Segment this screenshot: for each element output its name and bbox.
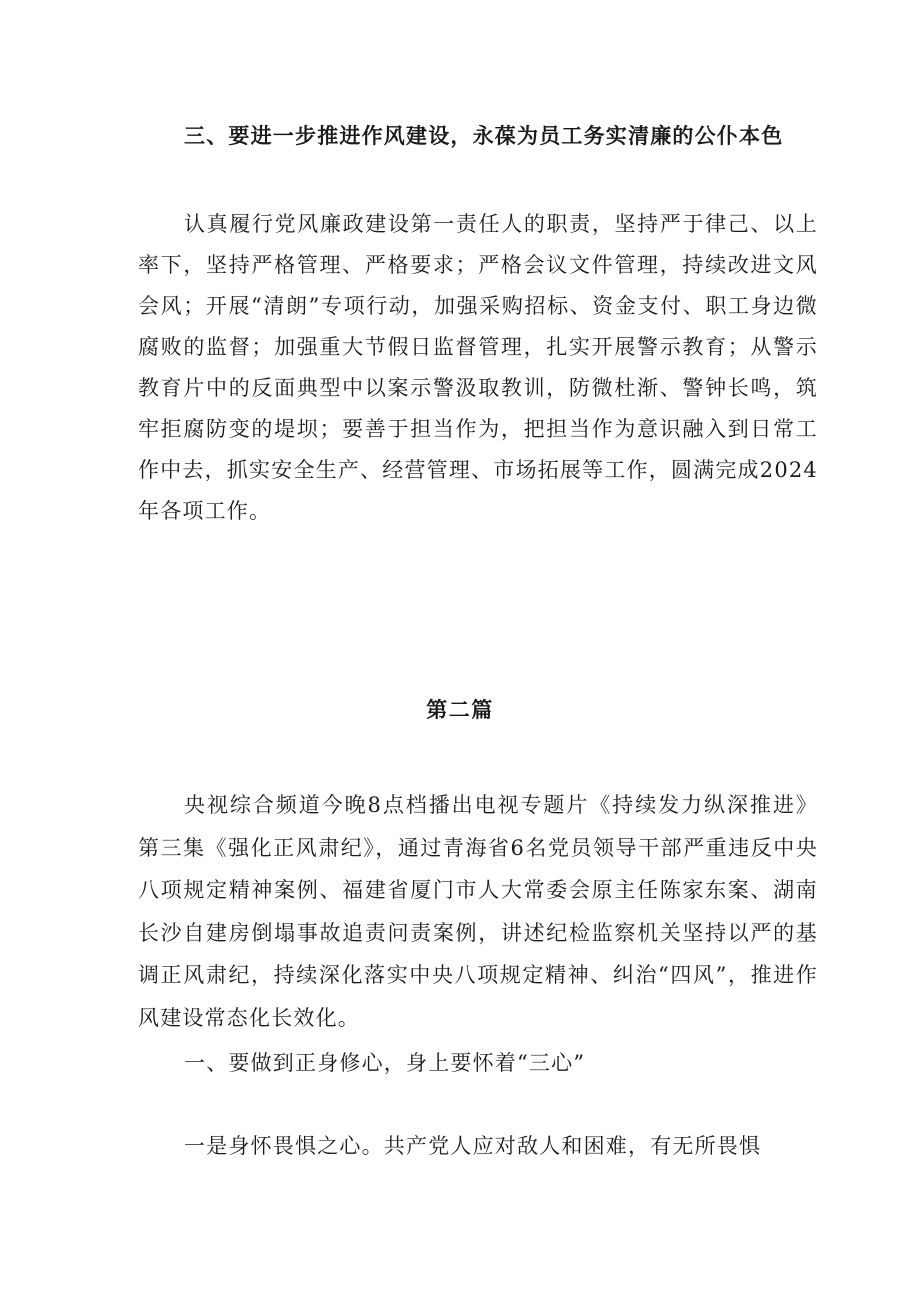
- section-heading-1: 一、要做到正身修心，身上要怀着“三心”: [184, 1051, 586, 1075]
- paragraph-2: 央视综合频道今晚8点档播出电视专题片《持续发力纵深推进》第三集《强化正风肃纪》，通过青海省6名党员领导干部严重违反中央八项规定精神案例、福建省厦门市人大常委会原主任陈家东案、湖南长沙自建房倒塌事故追责问责案例，讲述纪检监察机关坚持以严的基调正风肃纪，持续深化落实中央八项规定精神、纠治“四风”，推进作风建设常态化长效化。: [138, 793, 818, 1030]
- chapter-title: 第二篇: [426, 697, 494, 722]
- paragraph-3: 一是身怀畏惧之心。共产党人应对敌人和困难，有无所畏惧: [184, 1134, 762, 1158]
- paragraph-1: 认真履行党风廉政建设第一责任人的职责，坚持严于律己、以上率下，坚持严格管理、严格要求；严格会议文件管理，持续改进文风会风；开展“清朗”专项行动，加强采购招标、资金支付、职工身边微腐败的监督；加强重大节假日监督管理，扎实开展警示教育；从警示教育片中的反面典型中以案示警汲取教训，防微杜渐、警钟长鸣，筑牢拒腐防变的堤坝；要善于担当作为，把担当作为意识融入到日常工作中去，抓实安全生产、经营管理、市场拓展等工作，圆满完成2024年各项工作。: [138, 212, 818, 523]
- section-heading-3: 三、要进一步推进作风建设，永葆为员工务实清廉的公仆本色: [184, 123, 784, 148]
